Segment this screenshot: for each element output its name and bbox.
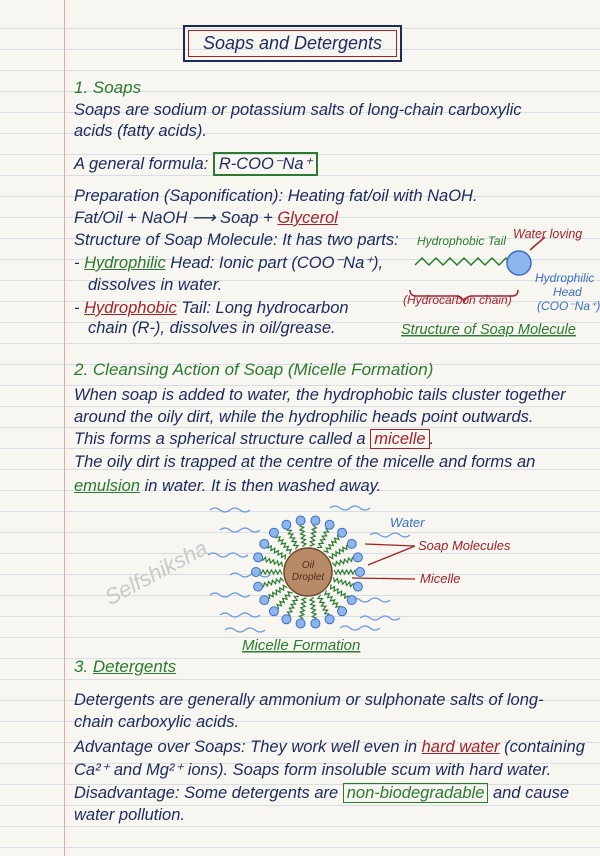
soap-head	[296, 516, 305, 525]
text-line: dissolves in water.	[88, 276, 223, 294]
text-line: Soaps are sodium or potassium salts of long-chain carboxylic	[74, 101, 522, 119]
chain-label: (Hydrocarbon chain)	[403, 293, 512, 307]
micelle-term: micelle	[370, 429, 429, 449]
text: This forms a spherical structure called a	[74, 430, 371, 448]
text: Head: Ionic part (COO⁻Na⁺),	[165, 254, 384, 272]
section-number: 3.	[74, 657, 93, 676]
soap-head	[356, 568, 365, 577]
soap-head	[282, 615, 291, 624]
formula-box: R-COO⁻Na⁺	[213, 152, 319, 176]
text: and cause	[488, 784, 570, 802]
dash: -	[74, 254, 85, 272]
text-line: Detergents are generally ammonium or sulphonate salts of long-	[74, 691, 544, 709]
section-heading-cleansing: 2. Cleansing Action of Soap (Micelle Formation)	[74, 360, 434, 379]
text-line: Structure of Soap Molecule: It has two parts:	[74, 231, 399, 249]
soap-head	[347, 596, 356, 605]
soap-tail	[317, 528, 329, 547]
equation: Fat/Oil + NaOH ⟶ Soap +	[74, 209, 278, 227]
hydrophilic-term: Hydrophilic	[84, 254, 166, 272]
text: Tail: Long hydrocarbon	[176, 299, 349, 317]
soap-head	[296, 619, 305, 628]
water-wave	[225, 628, 265, 632]
water-loving-label: Water loving	[513, 227, 583, 241]
soap-head	[353, 553, 362, 562]
text-line: chain carboxylic acids.	[74, 713, 240, 731]
water-label: Water	[390, 515, 425, 530]
micelle-label: Micelle	[420, 571, 461, 586]
soap-molecules-label: Soap Molecules	[418, 538, 511, 553]
water-wave	[330, 506, 370, 510]
oil-label: Droplet	[291, 572, 325, 583]
tail-label: Hydrophobic Tail	[417, 234, 506, 248]
margin-line	[64, 0, 65, 856]
head-label: Head	[553, 285, 582, 299]
soap-tail	[264, 578, 284, 587]
soap-tail	[277, 592, 292, 609]
soap-tail	[300, 598, 307, 619]
soap-tail	[332, 557, 352, 566]
text-line	[74, 783, 569, 803]
text-line	[74, 737, 585, 757]
water-wave	[370, 533, 410, 537]
hydrophobic-term: Hydrophobic	[84, 299, 177, 317]
glycerol-term: Glycerol	[277, 209, 338, 227]
arrow-icon	[352, 578, 415, 579]
soap-head	[311, 516, 320, 525]
soap-head	[325, 615, 334, 624]
text-line: Ca²⁺ and Mg²⁺ ions). Soaps form insoluble scum with hard water.	[74, 761, 552, 779]
soap-tail	[310, 525, 317, 546]
soap-tail	[299, 526, 306, 547]
soap-head	[311, 619, 320, 628]
hydrophilic-head	[507, 251, 531, 275]
formula-label: A general formula:	[74, 155, 209, 173]
soap-tail	[269, 586, 287, 600]
soap-tail	[334, 577, 354, 586]
text-line: When soap is added to water, the hydrophobic tails cluster together	[74, 386, 566, 404]
text-line	[74, 476, 381, 496]
water-wave	[230, 573, 270, 577]
soap-molecule-diagram	[395, 220, 600, 345]
watermark: Selfshiksha	[100, 535, 212, 611]
water-wave	[220, 613, 260, 617]
soap-head	[282, 520, 291, 529]
water-wave	[360, 616, 400, 620]
heading-text: Detergents	[92, 657, 177, 676]
section-heading-soaps: 1. Soaps	[74, 78, 142, 97]
text-line: The oily dirt is trapped at the centre of the micelle and forms an	[74, 453, 536, 471]
hard-water-term: hard water	[421, 738, 500, 756]
text-line: Preparation (Saponification): Heating fat/oil with NaOH.	[74, 187, 478, 205]
soap-head	[325, 520, 334, 529]
soap-head	[260, 539, 269, 548]
soap-head	[347, 539, 356, 548]
text: in water. It is then washed away.	[140, 477, 382, 495]
molecule-caption: Structure of Soap Molecule	[401, 322, 576, 338]
soap-head	[353, 582, 362, 591]
text: Advantage over Soaps: They work well even in	[74, 738, 422, 756]
soap-head	[254, 553, 263, 562]
hydrophobic-line	[74, 298, 349, 318]
page-title: Soaps and Detergents	[188, 30, 397, 57]
head-formula: (COO⁻Na⁺)	[537, 299, 600, 313]
dash: -	[74, 299, 85, 317]
soap-tail	[329, 545, 347, 559]
soap-tail	[331, 584, 349, 598]
text: (containing	[499, 738, 585, 756]
soap-tail	[310, 598, 317, 619]
micelle-diagram	[200, 500, 530, 660]
soap-tail	[324, 535, 339, 552]
soap-tail	[261, 570, 282, 574]
water-wave	[340, 626, 380, 630]
text: Disadvantage: Some detergents are	[74, 784, 343, 802]
text-line	[74, 429, 434, 449]
text-line: around the oily dirt, while the hydrophilic heads point outwards.	[74, 408, 534, 426]
water-wave	[208, 553, 248, 557]
arrow-icon	[368, 546, 415, 565]
formula-line	[74, 152, 318, 176]
soap-tail	[262, 557, 282, 566]
title-box	[183, 25, 402, 62]
text-line: chain (R-), dissolves in oil/grease.	[88, 319, 336, 337]
text: .	[429, 430, 435, 448]
head-label: Hydrophilic	[535, 271, 595, 285]
soap-head	[338, 607, 347, 616]
soap-head	[260, 596, 269, 605]
soap-tail	[267, 546, 285, 560]
non-biodegradable-term: non-biodegradable	[343, 783, 489, 803]
water-wave	[210, 508, 250, 512]
soap-head	[254, 582, 263, 591]
micelle-caption: Micelle Formation	[242, 637, 361, 654]
text-line: acids (fatty acids).	[74, 122, 207, 140]
water-wave	[210, 593, 250, 597]
equation-line	[74, 208, 338, 228]
soap-head	[269, 607, 278, 616]
arrow-icon	[365, 544, 415, 546]
soap-tail	[334, 570, 355, 574]
soap-tail	[288, 597, 300, 616]
section-heading-detergents	[74, 657, 176, 677]
hydrocarbon-tail	[415, 258, 513, 265]
soap-head	[269, 528, 278, 537]
text-line: water pollution.	[74, 806, 185, 824]
emulsion-term: emulsion	[74, 477, 141, 495]
water-wave	[220, 528, 260, 532]
soap-head	[252, 568, 261, 577]
hydrophilic-line	[74, 253, 383, 273]
oil-label: Oil	[301, 560, 315, 571]
soap-head	[338, 528, 347, 537]
